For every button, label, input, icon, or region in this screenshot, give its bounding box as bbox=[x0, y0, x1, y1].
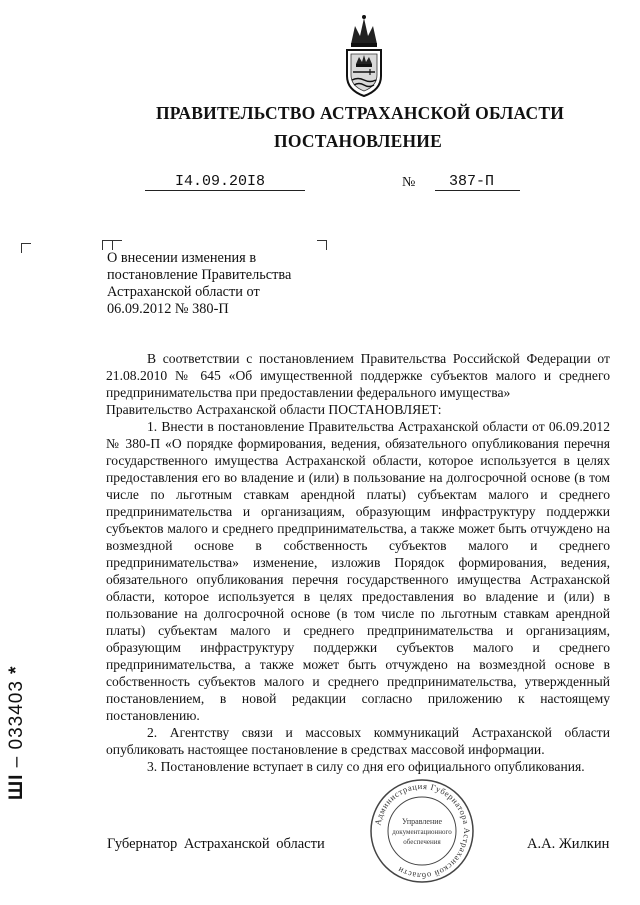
stamp-inner-line: обеспечения bbox=[403, 838, 441, 846]
resolves-line: Правительство Астраханской области ПОСТАНОВЛЯЕТ: bbox=[106, 402, 442, 417]
corner-mark bbox=[112, 240, 122, 250]
signatory-position: Губернатор Астраханской области bbox=[107, 836, 325, 852]
item-2-paragraph: 2. Агентству связи и массовых коммуникаций Астраханской области опубликовать настоящее постановление в средствах массовой информации. bbox=[106, 725, 610, 757]
corner-mark bbox=[317, 240, 327, 250]
number-sign: № bbox=[402, 175, 416, 190]
item-1-paragraph: 1. Внести в постановление Правительства Астраханской области от 06.09.2012 № 380-П «О порядке формирования, ведения, обязательного опубликования перечня государственного имущества Астраханской области, которое используется в целях предоставления его во владение и (или) в пользование на долгосрочной основе (в том числе по льготным ставкам арендной платы) субъектам малого и среднего предпринимательства и организациям, образующим инфраструктуру поддержки субъектов малого и среднего предпринимательства, а также может быть отчуждено на возмездной основе в собственность субъектов малого и среднего предпринимательства» изменение, изложив Порядок формирования, ведения, обязательного опубликования перечня государственного имущества Астраханской области, которое используется в целях предоставления во владение и (или) в пользование на долгосрочной основе (в том числе по льготным ставкам арендной платы) субъектам малого и среднего предпринимательства и организациям, образующим инфраструктуру поддержки субъектов малого и среднего предпринимательства, а также может быть отчуждено на возмездной основе в собственность субъектов малого и среднего предпринимательства, утвержденный постановлением, в новой редакции согласно приложению к настоящему постановлению. bbox=[106, 419, 610, 723]
astrakhan-coat-of-arms-icon bbox=[339, 14, 389, 98]
organization-title: ПРАВИТЕЛЬСТВО АСТРАХАНСКОЙ ОБЛАСТИ bbox=[155, 103, 565, 123]
corner-mark bbox=[21, 243, 31, 253]
document-number: 387-П bbox=[435, 173, 520, 191]
document-date: I4.09.20I8 bbox=[145, 173, 305, 191]
stamp-inner-line: Управление bbox=[401, 817, 443, 826]
form-serial-code bbox=[6, 665, 34, 800]
serial-series: ШI bbox=[6, 773, 27, 800]
serial-mark: * bbox=[6, 665, 27, 681]
corner-mark bbox=[102, 240, 112, 250]
signatory-name: А.А. Жилкин bbox=[527, 836, 610, 852]
document-subject: О внесении изменения в постановление Правительства Астраханской области от 06.09.2012 № 380-П bbox=[107, 250, 292, 317]
document-type: ПОСТАНОВЛЕНИЕ bbox=[274, 131, 442, 151]
stamp-inner-line: документационного bbox=[392, 828, 452, 836]
item-3-paragraph: 3. Постановление вступает в силу со дня его официального опубликования. bbox=[147, 759, 585, 774]
serial-number: 033403 bbox=[6, 680, 27, 750]
document-body bbox=[106, 350, 610, 775]
round-stamp bbox=[368, 777, 476, 885]
preamble-paragraph: В соответствии с постановлением Правительства Российской Федерации от 21.08.2010 № 645 «Об имущественной поддержке субъектов малого и среднего предпринимательства при предоставлении федерального имущества» bbox=[106, 351, 610, 400]
stamp-outer-text: Администрация Губернатора Астраханской области bbox=[372, 780, 473, 882]
serial-dash: – bbox=[6, 749, 27, 774]
